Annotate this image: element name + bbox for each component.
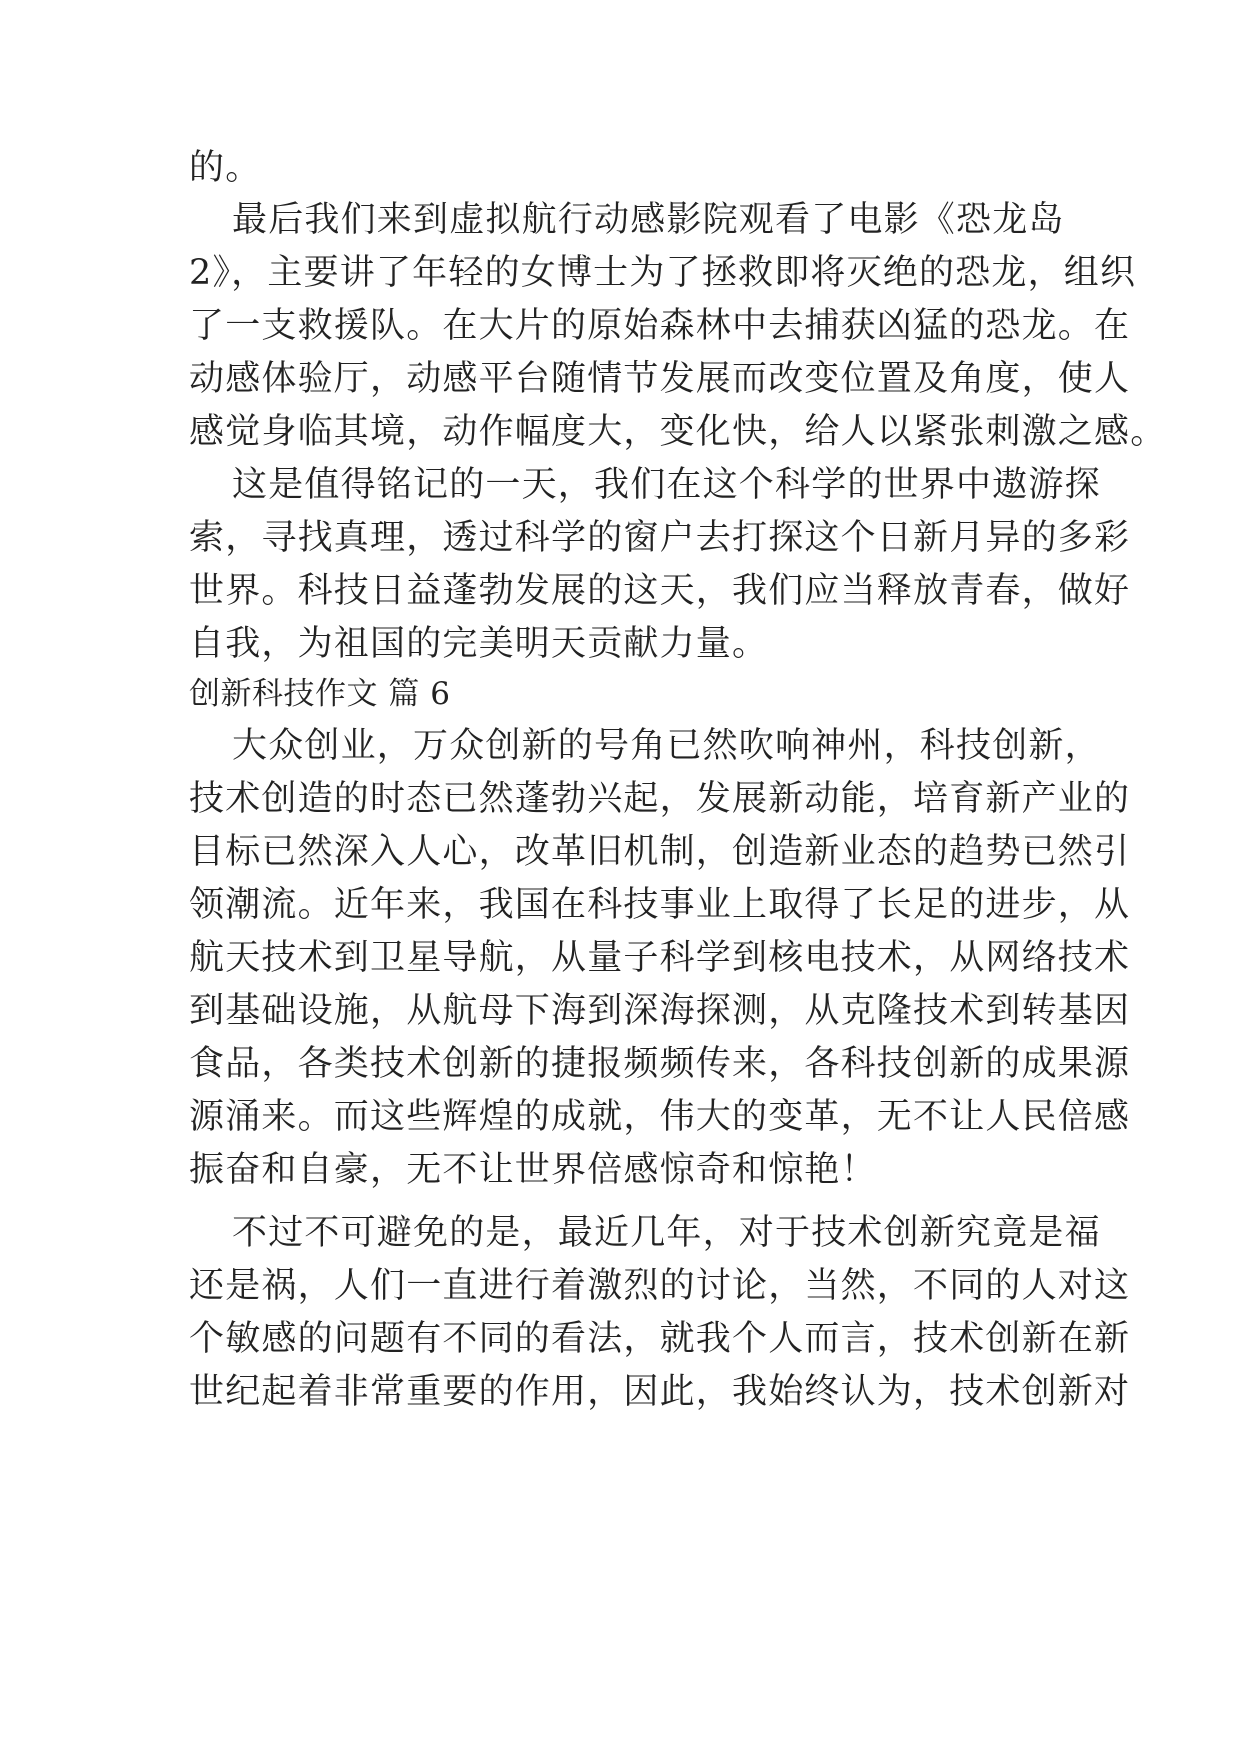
text-line: 世纪起着非常重要的作用，因此，我始终认为，技术创新对 <box>189 1372 1131 1412</box>
text-line: 领潮流。近年来，我国在科技事业上取得了长足的进步，从 <box>189 885 1131 925</box>
text-line: 这是值得铭记的一天，我们在这个科学的世界中遨游探 <box>232 465 1101 505</box>
text-line: 航天技术到卫星导航，从量子科学到核电技术，从网络技术 <box>189 938 1131 978</box>
text-line: 索，寻找真理，透过科学的窗户去打探这个日新月异的多彩 <box>189 518 1131 558</box>
text-line: 不过不可避免的是，最近几年，对于技术创新究竟是福 <box>232 1213 1101 1253</box>
text-line: 自我，为祖国的完美明天贡献力量。 <box>189 624 769 664</box>
text-line: 最后我们来到虚拟航行动感影院观看了电影《恐龙岛 <box>232 200 1065 240</box>
text-line: 世界。科技日益蓬勃发展的这天，我们应当释放青春，做好 <box>189 571 1131 611</box>
text-line: 的。 <box>189 148 262 188</box>
text-line: 到基础设施，从航母下海到深海探测，从克隆技术到转基因 <box>189 991 1131 1031</box>
text-line: 源涌来。而这些辉煌的成就，伟大的变革，无不让人民倍感 <box>189 1097 1131 1137</box>
text-line: 2》，主要讲了年轻的女博士为了拯救即将灭绝的恐龙，组织 <box>189 253 1137 293</box>
text-line: 技术创造的时态已然蓬勃兴起，发展新动能，培育新产业的 <box>189 779 1131 819</box>
text-line: 感觉身临其境，动作幅度大，变化快，给人以紧张刺激之感。 <box>189 412 1167 452</box>
text-line: 还是祸，人们一直进行着激烈的讨论，当然，不同的人对这 <box>189 1266 1131 1306</box>
text-line: 个敏感的问题有不同的看法，就我个人而言，技术创新在新 <box>189 1319 1131 1359</box>
text-line: 目标已然深入人心，改革旧机制，创造新业态的趋势已然引 <box>189 832 1131 872</box>
text-line: 动感体验厅，动感平台随情节发展而改变位置及角度，使人 <box>189 359 1131 399</box>
text-line: 食品，各类技术创新的捷报频频传来，各科技创新的成果源 <box>189 1044 1131 1084</box>
text-line: 大众创业，万众创新的号角已然吹响神州，科技创新， <box>232 726 1101 766</box>
text-line: 振奋和自豪，无不让世界倍感惊奇和惊艳！ <box>189 1150 877 1190</box>
section-heading: 创新科技作文 篇 6 <box>189 676 451 712</box>
text-line: 了一支救援队。在大片的原始森林中去捕获凶猛的恐龙。在 <box>189 306 1131 346</box>
